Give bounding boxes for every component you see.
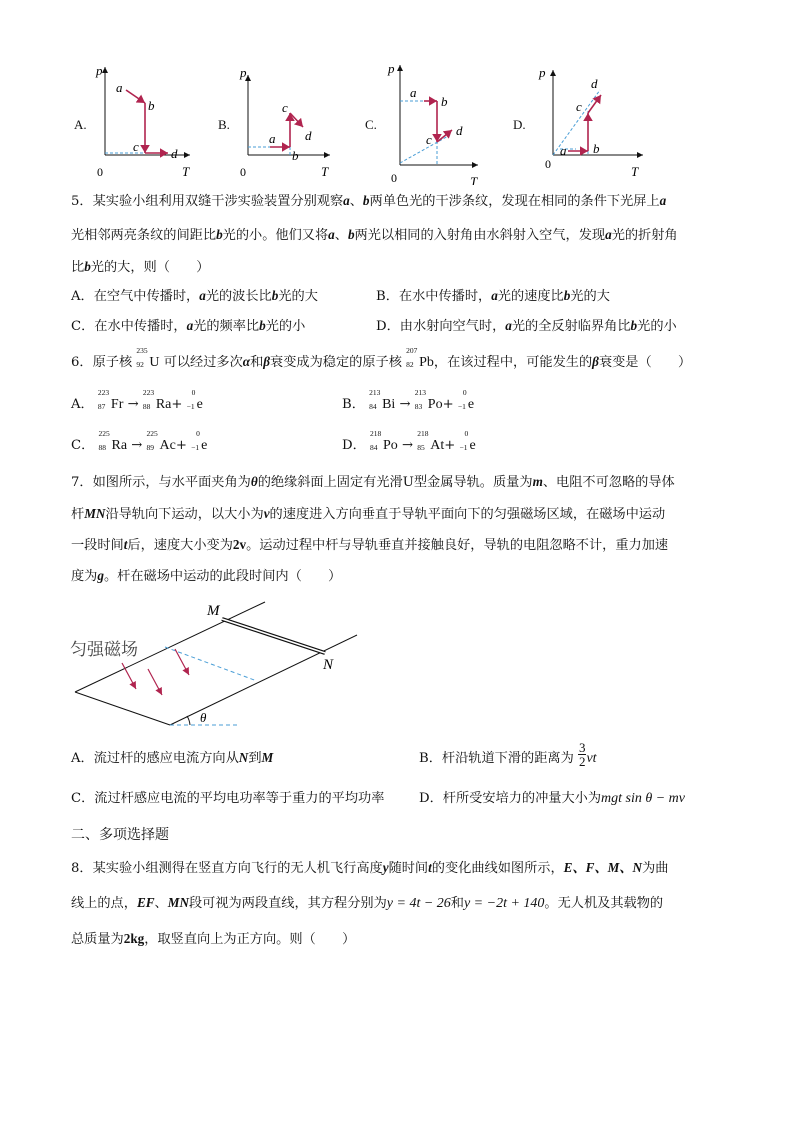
q8-line-2: 线上的点，EF、MN段可视为两段直线，其方程分别为y = 4t − 26和y = −2t + 140。无人机及其载物的 xyxy=(71,895,664,911)
graph-b-origin: 0 xyxy=(240,165,246,179)
q8-line-1: 8．某实验小组测得在竖直方向飞行的无人机飞行高度y随时间t的变化曲线如图所示，E、F、M、N为曲 xyxy=(71,860,669,876)
q6-option-c[interactable]: C． 225 88 Ra → 225 89 Ac+ 0 −1 e xyxy=(71,429,208,453)
q7-figure xyxy=(60,595,380,735)
q7-line-4: 度为g。杆在磁场中运动的此段时间内（ ） xyxy=(71,568,342,584)
q7-line-2: 杆MN沿导轨向下运动，以大小为v的速度进入方向垂直于导轨平面向下的匀强磁场区域，在磁场中运动 xyxy=(71,506,666,522)
q7-line-1: 7．如图所示，与水平面夹角为θ的绝缘斜面上固定有光滑U型金属导轨。质量为m、电阻不可忽略的导体 xyxy=(71,474,675,490)
q5-option-d[interactable]: D．由水射向空气时，a光的全反射临界角比b光的小 xyxy=(376,318,677,334)
graph-d-b: b xyxy=(593,141,600,156)
rod-end-M: M xyxy=(207,603,220,619)
graph-a-p-label: p xyxy=(96,63,103,78)
graph-a-b: b xyxy=(148,98,155,113)
graph-a-d: d xyxy=(171,146,178,161)
q4-option-d-label[interactable]: D. xyxy=(513,117,526,132)
graph-b-c: c xyxy=(282,100,288,115)
nuclide-U: 235 92 U xyxy=(136,346,160,370)
q6-option-b[interactable]: B． 213 84 Bi → 213 83 Po+ 0 −1 e xyxy=(342,388,475,412)
graph-d-origin: 0 xyxy=(545,157,551,171)
graph-b-t-label: T xyxy=(321,164,329,179)
q5-line-2: 光相邻两亮条纹的间距比b光的小。他们又将a、b两光以相同的入射角由水斜射入空气，发现a光的折射角 xyxy=(71,227,678,243)
graph-c-t-label: T xyxy=(470,174,478,185)
field-label: 匀强磁场 xyxy=(70,640,138,659)
q4-option-b-label[interactable]: B. xyxy=(218,117,230,132)
q7-line-3: 一段时间t后，速度大小变为2v。运动过程中杆与导轨垂直并接触良好，导轨的电阻忽略不计，重力加速 xyxy=(71,537,669,553)
graph-c-c: c xyxy=(426,132,432,147)
q7-option-c[interactable]: C．流过杆感应电流的平均电功率等于重力的平均功率 xyxy=(71,791,385,806)
q8-line-3: 总质量为2kg，取竖直向上为正方向。则（ ） xyxy=(71,931,356,947)
q6-option-d[interactable]: D． 218 84 Po → 218 85 At+ 0 −1 e xyxy=(342,429,476,453)
incline-angle: θ xyxy=(200,710,207,725)
graph-d xyxy=(538,65,643,179)
graph-a xyxy=(95,63,190,179)
graph-d-d: d xyxy=(591,76,598,91)
section-title-multiple-choice: 二、多项选择题 xyxy=(71,827,169,843)
graph-c-p-label: p xyxy=(388,61,395,76)
graph-b xyxy=(239,65,330,179)
graph-a-t-label: T xyxy=(182,164,190,179)
q4-option-c-label[interactable]: C. xyxy=(365,117,377,132)
graph-b-a: a xyxy=(269,131,276,146)
graph-b-b: b xyxy=(292,148,299,163)
q5-option-a[interactable]: A．在空气中传播时，a光的波长比b光的大 xyxy=(71,288,318,304)
q7-option-b[interactable]: B．杆沿轨道下滑的距离为 $\frac{3}{2}$ vt xyxy=(419,740,597,769)
nuclide-Pb: 207 82 Pb xyxy=(406,346,434,370)
graph-a-origin: 0 xyxy=(97,165,103,179)
graph-d-a: a xyxy=(560,143,567,158)
q7-option-d[interactable]: D．杆所受安培力的冲量大小为mgt sin θ − mv xyxy=(419,791,686,806)
q6-stem: 6．原子核 235 92 U 可以经过多次α和β衰变成为稳定的原子核 207 82 Pb，在该过程中，可能发生的β衰变是（ ） xyxy=(71,346,692,370)
graph-d-p-label: p xyxy=(539,65,546,80)
graph-c-origin: 0 xyxy=(391,171,397,185)
q5-line-3: 比b光的大，则（ ） xyxy=(71,259,210,275)
graph-b-d: d xyxy=(305,128,312,143)
graph-a-c: c xyxy=(133,139,139,154)
rod-end-N: N xyxy=(323,657,334,673)
graph-c-a: a xyxy=(410,85,417,100)
graph-b-p-label: p xyxy=(240,65,247,80)
q7-option-a[interactable]: A．流过杆的感应电流方向从N到M xyxy=(71,750,274,766)
graph-c xyxy=(387,61,478,185)
graph-c-d: d xyxy=(456,123,463,138)
q4-option-a-label[interactable]: A. xyxy=(74,117,87,132)
q6-option-a[interactable]: A． 223 87 Fr → 223 88 Ra+ 0 −1 e xyxy=(71,388,203,412)
q5-option-b[interactable]: B．在水中传播时，a光的速度比b光的大 xyxy=(376,288,610,304)
graph-d-c: c xyxy=(576,99,582,114)
graph-d-t-label: T xyxy=(631,164,639,179)
q5-line-1: 5．某实验小组利用双缝干涉实验装置分别观察a、b两单色光的干涉条纹，发现在相同的条件下光屏上a xyxy=(71,193,667,209)
q5-option-c[interactable]: C．在水中传播时，a光的频率比b光的小 xyxy=(71,318,306,334)
graph-c-b: b xyxy=(441,94,448,109)
q4-pT-graphs xyxy=(0,55,794,185)
graph-a-a: a xyxy=(116,80,123,95)
